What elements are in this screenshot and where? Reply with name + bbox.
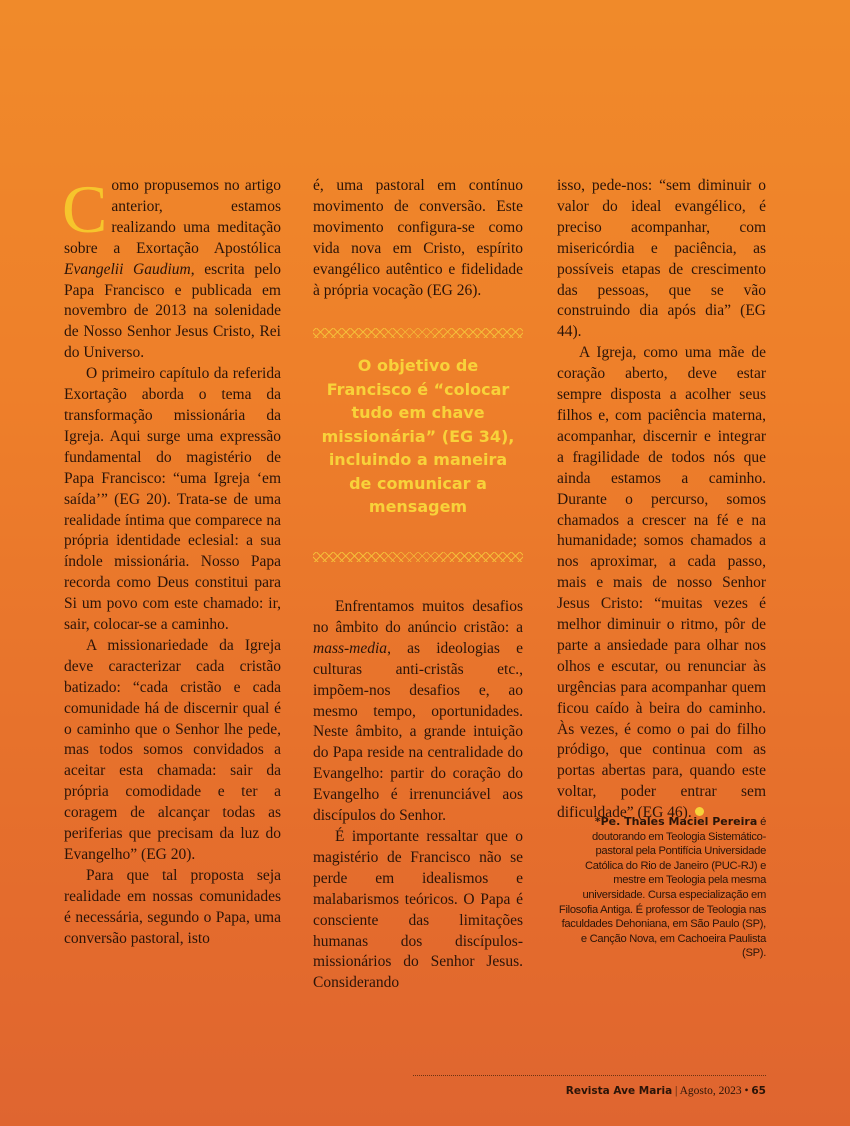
- paragraph: Para que tal proposta seja realidade em nossas comunidades é necessária, segundo o Papa, uma conversão pastoral, isto: [64, 866, 281, 947]
- article-column-1: [62, 171, 282, 950]
- page-number: 65: [751, 1085, 766, 1097]
- decorative-border-top: [313, 328, 523, 338]
- paragraph-text: Enfrentamos muitos desafios no âmbito do anúncio cristão: a: [313, 598, 523, 636]
- paragraph: [557, 343, 766, 824]
- paragraph: É importante ressaltar que o magistério de Francisco não se perde em idealismos e malabarismos teóricos. O Papa é consciente das limitações humanas dos discípulos-missionários do Senhor Jesus. Considerando: [313, 827, 523, 992]
- article-column-3: [557, 176, 766, 824]
- paragraph: isso, pede-nos: “sem diminuir o valor do ideal evangélico, é preciso acompanhar, com misericórdia e paciência, as possíveis etapas de crescimento das pessoas, que se vão construindo dia após dia” (EG 44).: [557, 177, 766, 341]
- author-bio: [557, 815, 766, 961]
- italic-term: mass-media: [313, 639, 388, 657]
- footer-separator: |: [675, 1085, 678, 1097]
- article-column-2: [313, 176, 523, 301]
- pull-quote: O objetivo de Francisco é “colocar tudo em chave missionária” (EG 34), incluindo a maneira de comunicar a mensagem: [321, 356, 515, 516]
- paragraph: O primeiro capítulo da referida Exortação aborda o tema da transformação missionária da Igreja. Aqui surge uma expressão fundamental do magistério de Papa Francisco: “uma Igreja ‘em saída’” (EG 20). Trata-se de uma realidade íntima que comparece na própria identidade eclesial: a sua índole missionária. Nosso Papa recorda como Deus constitui para Si um povo com este chamado: ir, sair, colocar-se a caminho.: [64, 365, 281, 634]
- paragraph-text: A Igreja, como uma mãe de coração aberto, deve estar sempre disposta a acolher seus filhos e, com paciência materna, acompanhar, discernir e integrar a fragilidade de todos nós que ainda estamos a caminho. Durante o percurso, somos chamados a crescer na fé e na humanidade; somos chamados a nos aproximar, a cada passo, mais e mais de nosso Senhor Jesus Cristo: “muitas vezes é melhor diminuir o ritmo, pôr de parte a ansiedade para olhar nos olhos e escutar, ou renunciar às urgências para acompanhar quem ficou caído à beira do caminho. Às vezes, é como o pai do filho pródigo, que continua com as portas abertas para, quando este voltar, poder entrar sem dificuldade” (EG 46).: [557, 344, 766, 822]
- paragraph-text: , escrita pelo Papa Francisco e publicada em novembro de 2013 na solenidade de Nosso Senhor Jesus Cristo, Rei do Universo.: [64, 260, 282, 362]
- author-description: é doutorando em Teologia Sistemático-pastoral pela Pontifícia Universidade Católica do Rio de Janeiro (PUC-RJ) e mestre em Teologia pela mesma universidade. Cursa especialização em Filosofia Antiga. É professor de Teologia nas faculdades Dehoniana, em São Paulo (SP), e Canção Nova, em Cachoeira Paulista (SP).: [558, 816, 766, 960]
- footer-divider: [413, 1075, 766, 1076]
- paragraph: A missionariedade da Igreja deve caracterizar cada cristão batizado: “cada cristão e cada comunidade há de discernir qual é o caminho que o Senhor lhe pede, mas todos somos convidados a aceitar esta chamada: sair da própria comodidade e ter a coragem de alcançar todas as periferias que precisam da luz do Evangelho” (EG 20).: [64, 636, 281, 863]
- page-footer: [566, 1085, 766, 1097]
- drop-cap: C: [62, 171, 108, 247]
- paragraph-text: , as ideologias e culturas anti-cristãs etc., impõem-nos desafios e, ao mesmo tempo, oportunidades. Neste âmbito, a grande intuição do Papa reside na centralidade do Evangelho: partir do coração do Evangelho é irrenunciável aos discípulos do Senhor.: [313, 639, 523, 825]
- document-title-italic: Evangelii Gaudium: [64, 260, 191, 278]
- decorative-border-bottom: [313, 552, 523, 562]
- magazine-name: Revista Ave Maria: [565, 1085, 673, 1097]
- paragraph: [313, 597, 523, 827]
- paragraph-text: omo propusemos no artigo anterior, estamos realizando uma meditação sobre a Exortação Apostólica: [64, 177, 281, 257]
- article-column-2-lower: [313, 597, 523, 994]
- issue-date: Agosto, 2023 •: [679, 1085, 749, 1097]
- paragraph: é, uma pastoral em contínuo movimento de conversão. Este movimento configura-se como vida nova em Cristo, espírito evangélico autêntico e fidelidade à própria vocação (EG 26).: [313, 177, 523, 299]
- author-name: *Pe. Thales Maciel Pereira: [594, 815, 758, 828]
- paragraph: [62, 171, 282, 364]
